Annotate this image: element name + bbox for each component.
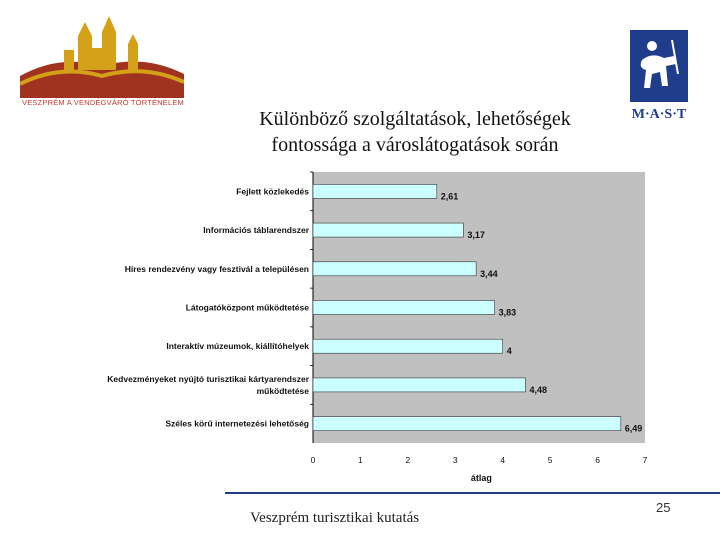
bar-4	[313, 339, 503, 353]
value-label-5: 4,48	[529, 384, 548, 395]
bar-2	[313, 262, 476, 276]
category-label-3: Látogatóközpont működtetése	[185, 302, 309, 313]
value-label-0: 2,61	[440, 191, 459, 202]
mast-logo	[628, 30, 690, 122]
category-label-6: Széles körű internetezési lehetőség	[165, 418, 309, 429]
value-label-3: 3,83	[498, 307, 517, 318]
category-label-1: Információs táblarendszer	[203, 225, 309, 236]
category-label-5-1: működtetése	[256, 385, 309, 396]
bar-chart	[30, 170, 670, 490]
x-tick-label-5: 5	[547, 455, 553, 465]
bar-5	[313, 378, 525, 392]
x-tick-label-6: 6	[595, 455, 600, 465]
footer-divider	[225, 492, 720, 494]
x-tick-label-7: 7	[642, 455, 648, 465]
x-tick-label-3: 3	[452, 455, 458, 465]
x-tick-label-1: 1	[358, 455, 363, 465]
value-label-2: 3,44	[480, 268, 498, 279]
category-label-2: Híres rendezvény vagy fesztivál a településen	[124, 263, 309, 274]
bar-0	[313, 184, 437, 198]
x-axis-title: átlag	[470, 473, 492, 483]
value-label-4: 4	[506, 346, 512, 357]
mast-logo-image	[628, 30, 690, 122]
x-tick-label-0: 0	[310, 455, 316, 465]
bar-1	[313, 223, 463, 237]
logo-caption: VESZPRÉM A VENDÉGVÁRÓ TÖRTÉNELEM	[22, 98, 184, 107]
category-label-0: Fejlett közlekedés	[236, 186, 309, 197]
mast-logo-text: M·A·S·T	[631, 107, 687, 122]
category-label-4: Interaktív múzeumok, kiállítóhelyek	[166, 341, 309, 352]
footer-text: Veszprém turisztikai kutatás	[250, 510, 420, 526]
page-number: 25	[656, 500, 671, 515]
slide-title	[200, 106, 630, 158]
veszprem-logo-image	[20, 14, 184, 98]
title-line-1: Különböző szolgáltatások, lehetőségek	[259, 108, 571, 130]
bar-chart-svg	[30, 170, 670, 490]
x-tick-label-4: 4	[500, 455, 506, 465]
value-label-6: 6,49	[624, 423, 643, 434]
value-label-1: 3,17	[467, 230, 485, 241]
bar-3	[313, 301, 495, 315]
x-tick-label-2: 2	[405, 455, 411, 465]
title-line-2: fontossága a városlátogatások során	[271, 134, 559, 156]
bar-6	[313, 417, 621, 431]
category-label-5-0: Kedvezményeket nyújtó turisztikai kártyarendszer	[107, 373, 309, 384]
